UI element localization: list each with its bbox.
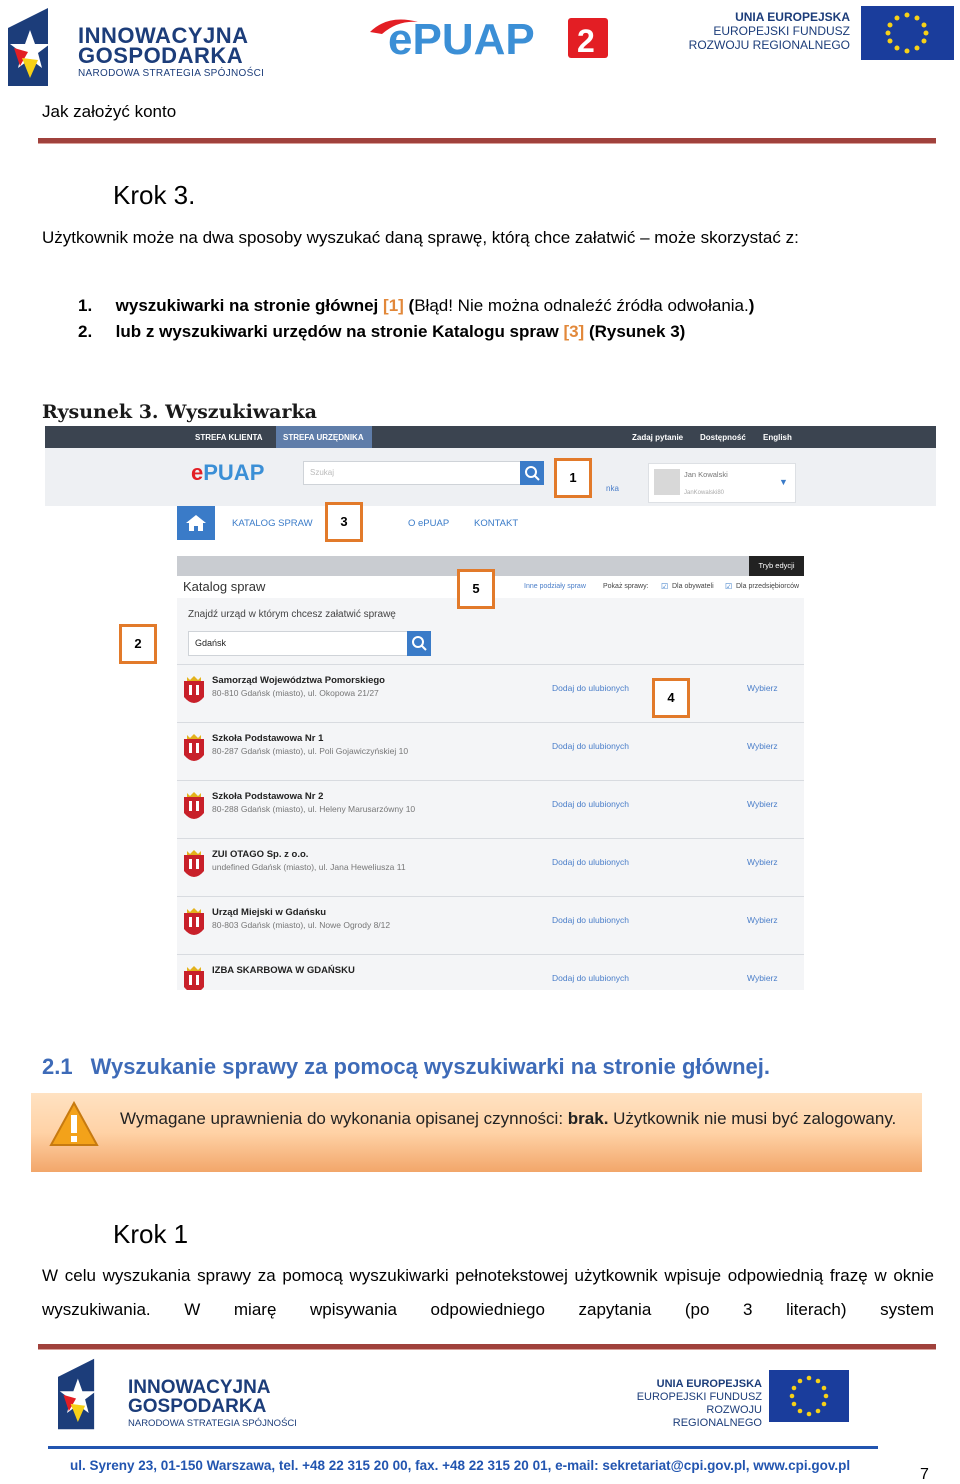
link-dostepnosc[interactable]: Dostępność	[700, 433, 746, 442]
chevron-down-icon: ▼	[779, 477, 788, 487]
footer-address: ul. Syreny 23, 01-150 Warszawa, tel. +48 22 315 20 00, fax. +48 22 315 20 01, e-mail: sekretariat@cpi.gov.pl, www.cpi.gov.pl	[70, 1458, 851, 1473]
row-address: undefined Gdańsk (miasto), ul. Jana Heweliusza 11	[212, 862, 406, 872]
show-cases-label: Pokaż sprawy:	[603, 583, 649, 590]
row-title: Samorząd Województwa Pomorskiego	[212, 675, 385, 686]
footer-ig-logo	[58, 1358, 298, 1438]
ue-line-1: UNIA EUROPEJSKA	[735, 10, 850, 24]
coat-of-arms-icon	[182, 965, 206, 990]
table-row[interactable]	[177, 722, 804, 781]
row-address: 80-803 Gdańsk (miasto), ul. Nowe Ogrody 8/12	[212, 920, 391, 930]
ue-line-3: ROZWOJU REGIONALNEGO	[688, 38, 850, 52]
footer-ue-line-2: EUROPEJSKI FUNDUSZ	[636, 1391, 762, 1403]
ue-line-2: EUROPEJSKI FUNDUSZ	[713, 24, 850, 38]
nav-o-epuap[interactable]: O ePUAP	[408, 518, 450, 529]
user-name: Jan Kowalski	[684, 470, 728, 479]
row-title: ZUI OTAGO Sp. z o.o.	[212, 849, 309, 860]
logo-line-2: GOSPODARKA	[78, 43, 244, 68]
choose-link[interactable]: Wybierz	[747, 683, 778, 693]
coat-of-arms-icon	[182, 907, 206, 941]
coat-of-arms-icon	[182, 849, 206, 883]
list-item-1: 1. wyszukiwarki na stronie głównej [1] (Błąd! Nie można odnaleźć źródła odwołania.)	[78, 296, 755, 315]
search-icon	[407, 631, 431, 656]
footer-logo-line-2: GOSPODARKA	[128, 1396, 267, 1417]
table-row[interactable]	[177, 896, 804, 955]
main-search-input[interactable]: Szukaj	[303, 461, 521, 485]
ref-3[interactable]: [3]	[563, 322, 585, 341]
badge-3: 3	[325, 502, 363, 542]
innowacyjna-gospodarka-logo	[8, 8, 278, 86]
eu-flag-icon	[861, 6, 954, 60]
svg-text:2: 2	[577, 23, 595, 59]
user-box[interactable]	[648, 463, 796, 503]
permissions-warning: Wymagane uprawnienia do wykonania opisanej czynności: brak. Użytkownik nie musi być zalogowany.	[31, 1093, 922, 1172]
step-1-title: Krok 1	[113, 1219, 189, 1249]
table-row[interactable]	[177, 780, 804, 839]
badge-5: 5	[457, 569, 495, 609]
ue-text	[689, 10, 850, 52]
add-to-favorites-link[interactable]: Dodaj do ulubionych	[552, 683, 630, 693]
nav-kontakt[interactable]: KONTAKT	[474, 518, 519, 529]
row-address: 80-810 Gdańsk (miasto), ul. Okopowa 21/27	[212, 688, 379, 698]
link-english[interactable]: English	[763, 433, 792, 442]
warning-icon	[49, 1101, 99, 1147]
main-nav	[177, 506, 936, 540]
footer-logo-line-1: INNOWACYJNA	[128, 1377, 271, 1398]
footer-ue-text	[630, 1378, 762, 1430]
add-to-favorites-link[interactable]: Dodaj do ulubionych	[552, 915, 630, 925]
catalog-screenshot	[45, 426, 936, 990]
header-divider	[38, 138, 936, 144]
page-number: 7	[920, 1466, 929, 1483]
row-address: 80-288 Gdańsk (miasto), ul. Heleny Marusarzówny 10	[212, 804, 416, 814]
badge-1: 1	[554, 458, 592, 498]
add-to-favorites-link[interactable]: Dodaj do ulubionych	[552, 799, 630, 809]
choose-link[interactable]: Wybierz	[747, 973, 778, 983]
citizens-label: Dla obywateli	[672, 583, 714, 590]
epuap-logo-icon	[368, 12, 613, 62]
footer-divider	[38, 1344, 936, 1350]
footer-ue-line-3: ROZWOJU REGIONALNEGO	[672, 1404, 762, 1429]
step-1-text: W celu wyszukania sprawy za pomocą wyszukiwarki pełnotekstowej użytkownik wpisuje odpowiednią frazę w oknie wyszukiwania. W miarę wpisywania odpowiedniego zapytania (po 3 literach) system	[42, 1266, 934, 1319]
footer-ue-line-1: UNIA EUROPEJSKA	[656, 1378, 762, 1390]
user-login: JanKowalski80	[684, 490, 725, 496]
ref-1[interactable]: [1]	[383, 296, 404, 315]
row-address: 80-287 Gdańsk (miasto), ul. Poli Gojawiczyńskiej 10	[212, 746, 409, 756]
step-3-title: Krok 3.	[113, 180, 196, 210]
row-title: Urząd Miejski w Gdańsku	[212, 907, 327, 918]
row-title: IZBA SKARBOWA W GDAŃSKU	[212, 965, 355, 976]
nav-katalog-spraw[interactable]: KATALOG SPRAW	[232, 518, 313, 529]
row-title: Szkoła Podstawowa Nr 2	[212, 791, 324, 802]
add-to-favorites-link[interactable]: Dodaj do ulubionych	[552, 857, 630, 867]
warning-bold: brak.	[567, 1109, 609, 1128]
table-row[interactable]	[177, 838, 804, 897]
figure-caption: Rysunek 3. Wyszukiwarka	[42, 401, 317, 423]
checkbox-citizens[interactable]: ☑	[661, 582, 669, 591]
coat-of-arms-icon	[182, 791, 206, 825]
home-icon	[177, 506, 215, 540]
add-to-favorites-link[interactable]: Dodaj do ulubionych	[552, 741, 630, 751]
coat-of-arms-icon	[182, 733, 206, 767]
link-zadaj-pytanie[interactable]: Zadaj pytanie	[632, 433, 684, 442]
sub-header	[45, 448, 936, 506]
section-2-1-heading: 2.1 Wyszukanie sprawy za pomocą wyszukiwarki na stronie głównej.	[42, 1054, 770, 1079]
top-bar	[45, 426, 936, 448]
tab-strefa-urzednika[interactable]: STREFA URZĘDNIKA	[283, 433, 364, 442]
search-icon	[520, 461, 544, 485]
avatar	[654, 469, 680, 495]
choose-link[interactable]: Wybierz	[747, 857, 778, 867]
table-row[interactable]	[177, 954, 804, 990]
star-logo-icon	[58, 1358, 114, 1430]
business-label: Dla przedsiębiorców	[736, 583, 800, 590]
checkbox-business[interactable]: ☑	[725, 582, 733, 591]
catalog-title: Katalog spraw	[183, 579, 266, 594]
section-title: Jak założyć konto	[42, 102, 177, 121]
table-row[interactable]	[177, 664, 804, 723]
edit-mode-button[interactable]: Tryb edycji	[749, 556, 804, 576]
user-link-suffix[interactable]: nka	[606, 484, 619, 493]
badge-4: 4	[652, 678, 690, 718]
choose-link[interactable]: Wybierz	[747, 915, 778, 925]
address-divider	[48, 1446, 878, 1449]
step-3-intro: Użytkownik może na dwa sposoby wyszukać daną sprawę, którą chce załatwić – może skorzystać z:	[42, 228, 799, 247]
other-divisions-link[interactable]: Inne podziały spraw	[524, 583, 586, 590]
office-search-button[interactable]	[407, 631, 431, 656]
footer-logo-subtitle: NARODOWA STRATEGIA SPÓJNOŚCI	[128, 1418, 297, 1429]
office-search-input[interactable]: Gdańsk	[188, 631, 408, 656]
mini-epuap-logo: ePUAP	[191, 460, 265, 485]
eu-flag-icon	[769, 1370, 849, 1422]
tab-strefa-klienta[interactable]: STREFA KLIENTA	[195, 433, 263, 442]
svg-text:ePUAP: ePUAP	[388, 15, 535, 62]
list-item-2: 2. lub z wyszukiwarki urzędów na stronie Katalogu spraw [3] (Rysunek 3)	[78, 322, 686, 341]
star-logo-icon	[8, 8, 70, 86]
choose-link[interactable]: Wybierz	[747, 799, 778, 809]
add-to-favorites-link[interactable]: Dodaj do ulubionych	[552, 973, 630, 983]
epuap-logo	[368, 12, 613, 62]
logo-line-1: INNOWACYJNA	[78, 23, 249, 48]
catalog-panel	[177, 556, 804, 990]
main-search-button[interactable]	[520, 461, 544, 485]
coat-of-arms-icon	[182, 675, 206, 709]
badge-2: 2	[119, 624, 157, 664]
logo-subtitle: NARODOWA STRATEGIA SPÓJNOŚCI	[78, 68, 265, 79]
reference-error: Błąd! Nie można odnaleźć źródła odwołania.	[414, 296, 749, 315]
choose-link[interactable]: Wybierz	[747, 741, 778, 751]
home-button[interactable]	[177, 506, 215, 540]
row-title: Szkoła Podstawowa Nr 1	[212, 733, 324, 744]
search-office-label: Znajdź urząd w którym chcesz załatwić sprawę	[188, 609, 396, 620]
